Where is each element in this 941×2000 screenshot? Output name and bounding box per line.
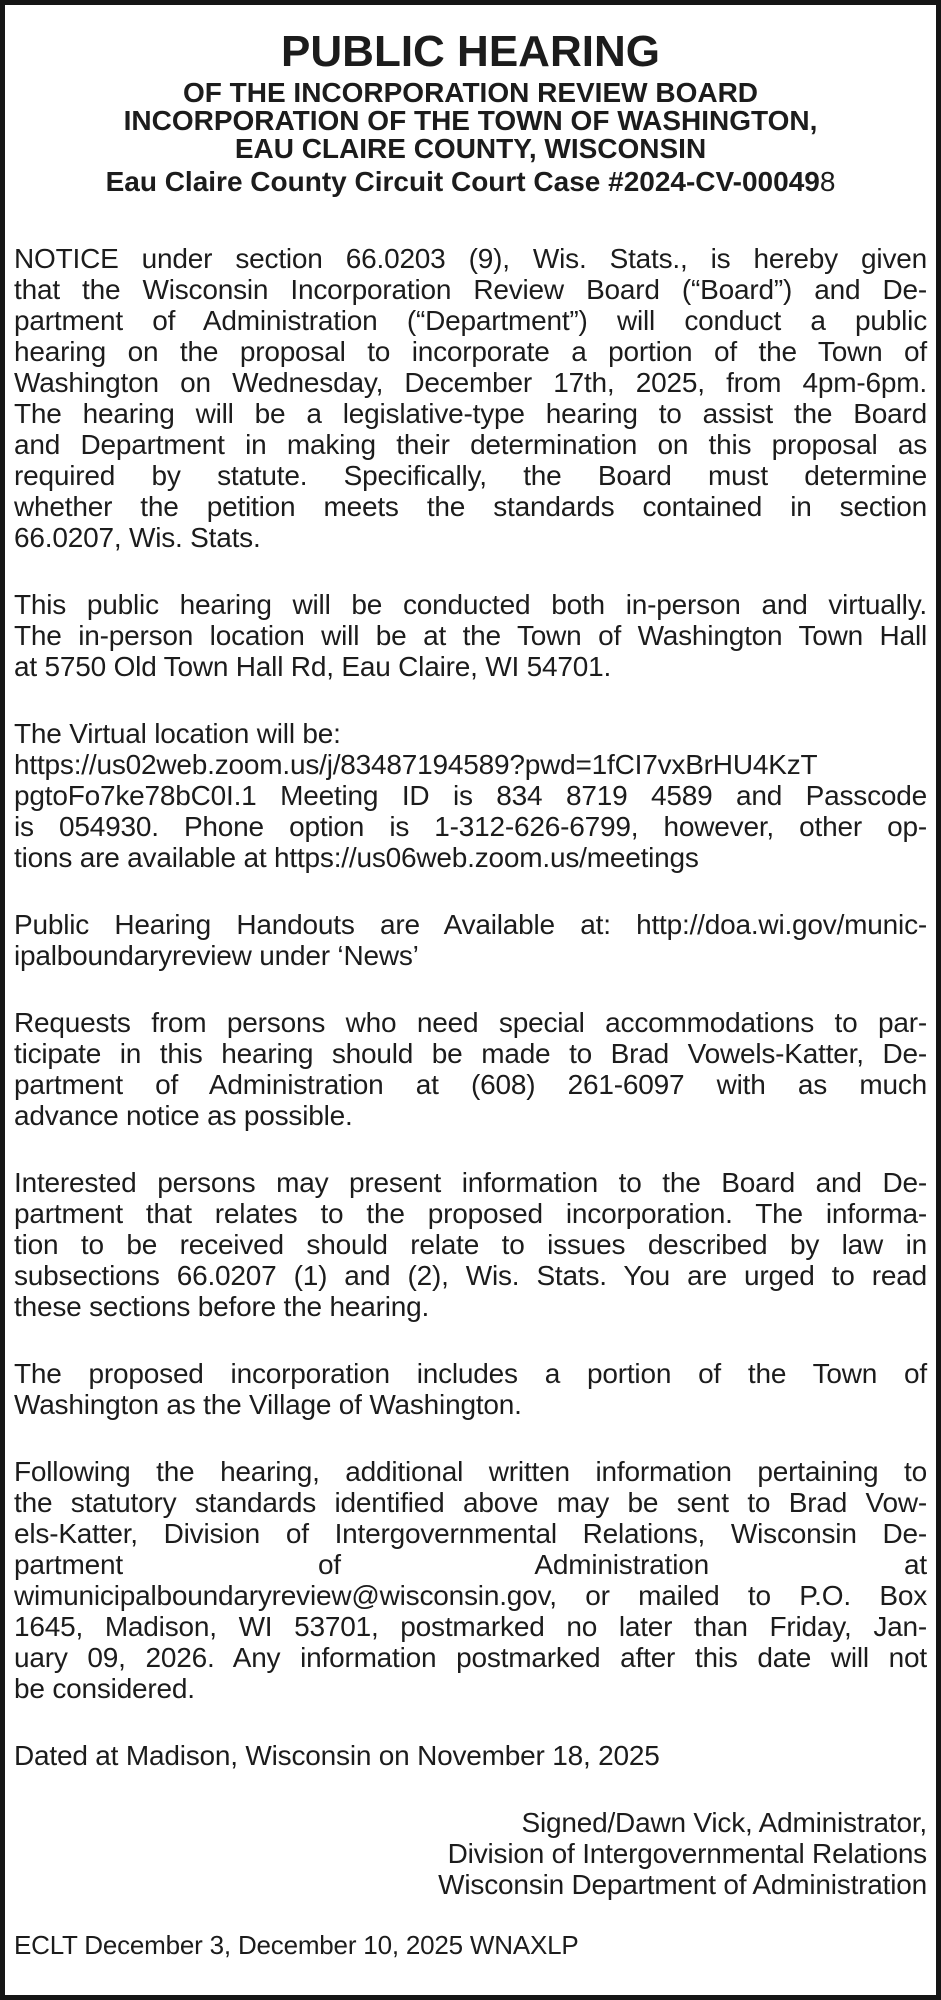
text-line: advance notice as possible. (14, 1100, 353, 1131)
publication-footer: ECLT December 3, December 10, 2025 WNAXLP (14, 1930, 579, 1960)
text-line: hearing on the proposal to incorporate a portion of the Town of (14, 336, 927, 367)
signature-line: Division of Intergovernmental Relations (447, 1838, 927, 1869)
text-line: partment that relates to the proposed incorporation. The informa- (14, 1198, 927, 1229)
text-line: partment of Administration at (608) 261-6097 with as much (14, 1069, 927, 1100)
text-line: required by statute. Specifically, the Board must determine (14, 460, 927, 491)
text-line: be considered. (14, 1673, 195, 1704)
text-line: Requests from persons who need special accommodations to par- (14, 1007, 927, 1038)
subtitle-board: OF THE INCORPORATION REVIEW BOARD (182, 77, 759, 108)
text-line: This public hearing will be conducted both in-person and virtually. (14, 589, 927, 620)
text-line: Public Hearing Handouts are Available at: http://doa.wi.gov/munic- (14, 909, 927, 940)
text-line: and Department in making their determination on this proposal as (14, 429, 927, 460)
paragraph (14, 1007, 927, 1131)
paragraph (14, 749, 927, 873)
text-line: ipalboundaryreview under ‘News’ (14, 940, 419, 971)
notice-title: PUBLIC HEARING (281, 27, 660, 76)
paragraph (14, 243, 927, 553)
text-line: The proposed incorporation includes a portion of the Town of (14, 1358, 927, 1389)
signature-line: Wisconsin Department of Administration (438, 1869, 927, 1900)
dated-line: Dated at Madison, Wisconsin on November 18, 2025 (14, 1740, 660, 1771)
text-line: The Virtual location will be: (14, 718, 341, 749)
text-line: The in-person location will be at the Town of Washington Town Hall (14, 620, 927, 651)
text-line: wimunicipalboundaryreview@wisconsin.gov, or mailed to P.O. Box (14, 1580, 927, 1611)
notice-subtitles (14, 79, 927, 163)
subtitle-county: EAU CLAIRE COUNTY, WISCONSIN (234, 133, 707, 164)
text-line: is 054930. Phone option is 1-312-626-6799, however, other op- (14, 811, 927, 842)
subtitle-incorporation: INCORPORATION OF THE TOWN OF WASHINGTON, (123, 105, 818, 136)
paragraph (14, 589, 927, 682)
text-line: ticipate in this hearing should be made to Brad Vowels-Katter, De- (14, 1038, 927, 1069)
text-line: that the Wisconsin Incorporation Review Board (“Board”) and De- (14, 274, 927, 305)
body-paragraphs (14, 243, 927, 1704)
text-line: els-Katter, Division of Intergovernmental Relations, Wisconsin De- (14, 1518, 927, 1549)
text-line: uary 09, 2026. Any information postmarked after this date will not (14, 1642, 927, 1673)
text-line: The hearing will be a legislative-type hearing to assist the Board (14, 398, 927, 429)
text-line: partment of Administration at (14, 1549, 927, 1580)
paragraph (14, 1167, 927, 1322)
text-line: these sections before the hearing. (14, 1291, 430, 1322)
text-line: the statutory standards identified above may be sent to Brad Vow- (14, 1487, 927, 1518)
court-case-number-bold: Eau Claire County Circuit Court Case #2024-CV-00049 (105, 166, 820, 197)
court-case-line (14, 167, 927, 197)
text-line: 1645, Madison, WI 53701, postmarked no later than Friday, Jan- (14, 1611, 927, 1642)
paragraph (14, 1358, 927, 1420)
text-line: partment of Administration (“Department”) will conduct a public (14, 305, 927, 336)
text-line: pgtoFo7ke78bC0I.1 Meeting ID is 834 8719 4589 and Passcode (14, 780, 927, 811)
text-line: NOTICE under section 66.0203 (9), Wis. Stats., is hereby given (14, 243, 927, 274)
text-line: tions are available at https://us06web.zoom.us/meetings (14, 842, 699, 873)
text-line: Washington on Wednesday, December 17th, 2025, from 4pm-6pm. (14, 367, 927, 398)
notice-body (14, 243, 927, 1960)
paragraph (14, 909, 927, 971)
notice-header (14, 29, 927, 197)
text-line: tion to be received should relate to issues described by law in (14, 1229, 927, 1260)
text-line: Following the hearing, additional written information pertaining to (14, 1456, 927, 1487)
text-line: Washington as the Village of Washington. (14, 1389, 522, 1420)
signature-line: Signed/Dawn Vick, Administrator, (521, 1807, 927, 1838)
text-line: whether the petition meets the standards contained in section (14, 491, 927, 522)
paragraph (14, 1456, 927, 1704)
text-line: 66.0207, Wis. Stats. (14, 522, 261, 553)
paragraph (14, 718, 927, 749)
signature-block (14, 1807, 927, 1900)
court-case-number-tail: 8 (819, 166, 836, 197)
text-line: at 5750 Old Town Hall Rd, Eau Claire, WI 54701. (14, 651, 612, 682)
text-line: subsections 66.0207 (1) and (2), Wis. Stats. You are urged to read (14, 1260, 927, 1291)
text-line: https://us02web.zoom.us/j/83487194589?pwd=1fCI7vxBrHU4KzT (14, 749, 818, 780)
text-line: Interested persons may present information to the Board and De- (14, 1167, 927, 1198)
